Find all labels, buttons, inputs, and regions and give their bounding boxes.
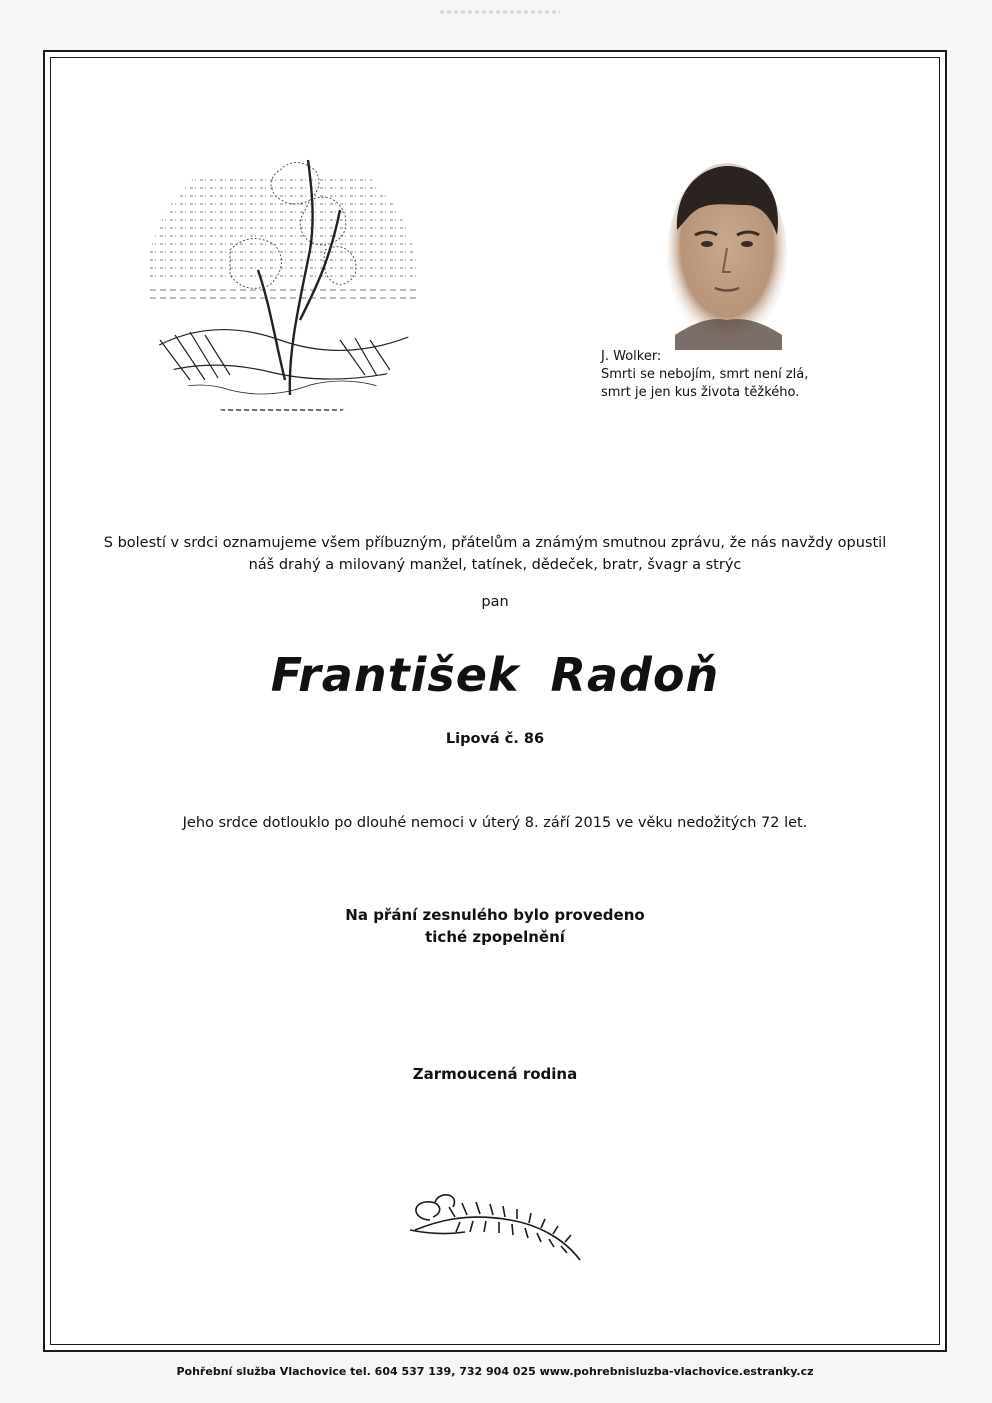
announcement-intro [50, 532, 940, 576]
quote-line-1: Smrti se nebojím, smrt není zlá, [601, 367, 809, 382]
title-word: pan [481, 594, 509, 610]
intro-line-1: S bolestí v srdci oznamujeme všem příbuzným, přátelům a známým smutnou zprávu, že nás navždy opustil [103, 535, 887, 551]
quote-block [601, 348, 861, 402]
quote-line-2: smrt je jen kus života těžkého. [601, 385, 800, 400]
address: Lipová č. 86 [445, 731, 545, 747]
deceased-name: František Radoň [270, 648, 720, 702]
portrait-photo [665, 160, 790, 350]
intro-line-2: náš drahý a milovaný manžel, tatínek, dědeček, bratr, švagr a strýc [248, 557, 742, 573]
cremation-notice [50, 904, 940, 948]
signature: Zarmoucená rodina [412, 1065, 578, 1083]
tree-illustration [140, 140, 425, 430]
death-notice: Jeho srdce dotlouklo po dlouhé nemoci v úterý 8. září 2015 ve věku nedožitých 72 let. [182, 815, 808, 831]
leaf-ornament [405, 1190, 590, 1270]
footer-contact: Pohřební služba Vlachovice tel. 604 537 139, 732 904 025 www.pohrebnisluzba-vlachovice.estranky.cz [176, 1365, 814, 1378]
scan-mark [440, 8, 560, 16]
cremation-line-2: tiché zpopelnění [425, 928, 565, 946]
quote-author: J. Wolker: [601, 349, 662, 364]
cremation-line-1: Na přání zesnulého bylo provedeno [345, 906, 645, 924]
